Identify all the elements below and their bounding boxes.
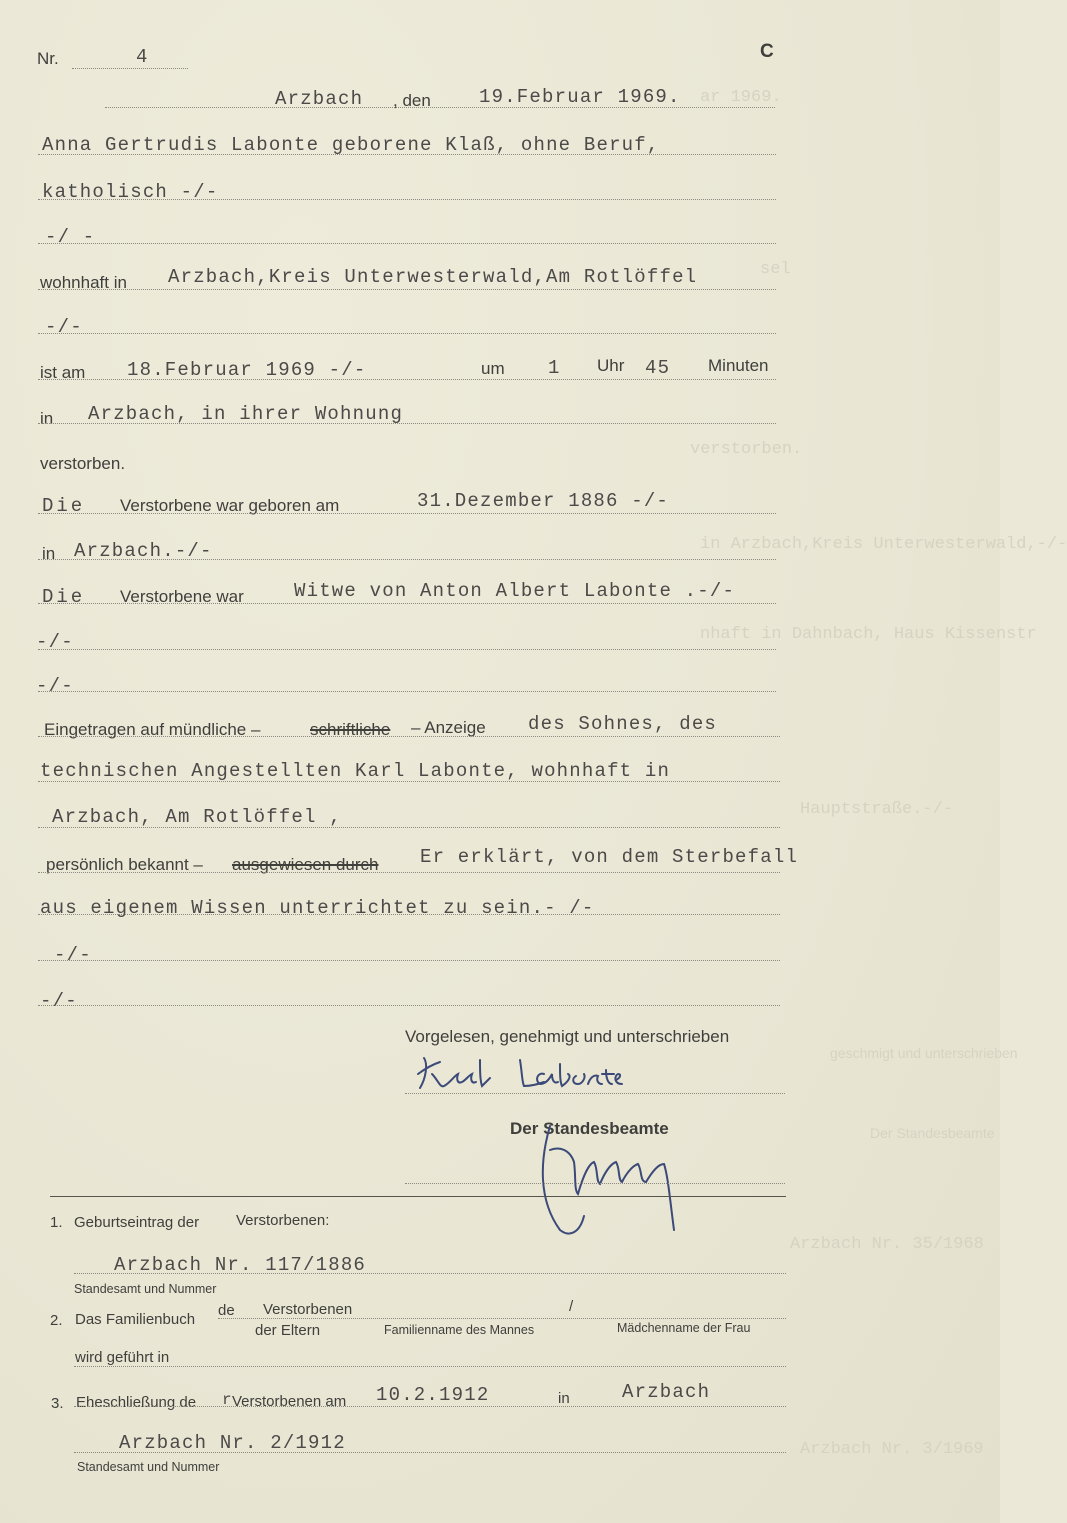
- dotted-line: [74, 1366, 786, 1367]
- place-of-registration: Arzbach: [275, 88, 364, 110]
- bekannt-label: persönlich bekannt –: [46, 855, 203, 874]
- item-3-label: Eheschließung de: [76, 1394, 197, 1411]
- filler-mark: -/-: [40, 990, 78, 1012]
- dotted-line: [38, 513, 776, 514]
- dotted-line: [38, 914, 780, 915]
- vorgelesen-label: Vorgelesen, genehmigt und unterschrieben: [405, 1027, 730, 1046]
- bleed-through-text: Hauptstraße.-/-: [800, 800, 954, 819]
- item-2-option-verstorbenen: Verstorbenen: [263, 1301, 353, 1318]
- item-3-typed-r: r: [222, 1391, 233, 1409]
- dotted-line: [38, 333, 776, 334]
- filler-mark: -/-: [36, 675, 74, 697]
- residence: Arzbach,Kreis Unterwesterwald,Am Rotlöffel: [168, 266, 698, 288]
- dotted-line: [405, 1093, 785, 1094]
- dotted-line: [38, 736, 780, 737]
- item-2-option-eltern: der Eltern: [255, 1322, 321, 1339]
- item-1-suffix: Verstorbenen:: [236, 1212, 330, 1229]
- dotted-line: [38, 603, 776, 604]
- filler-mark: -/ -: [45, 226, 96, 248]
- birth-place: Arzbach.-/-: [74, 540, 213, 562]
- anzeige-label: – Anzeige: [411, 718, 486, 737]
- ist-am-label: ist am: [40, 363, 86, 382]
- item-3-number: 3.: [51, 1395, 64, 1412]
- in-label: in: [42, 544, 56, 563]
- filler-mark: -/-: [45, 316, 83, 338]
- dotted-line: [38, 781, 780, 782]
- um-label: um: [481, 359, 505, 378]
- dotted-line: [72, 68, 188, 69]
- item-3-in-label: in: [558, 1390, 570, 1407]
- standesbeamte-label: Der Standesbeamte: [510, 1119, 669, 1138]
- bleed-through-text: Arzbach Nr. 3/1969: [800, 1440, 984, 1459]
- corner-letter: C: [760, 41, 774, 62]
- dotted-line: [38, 199, 776, 200]
- dotted-line: [38, 827, 780, 828]
- informant-line-2: technischen Angestellten Karl Labonte, wohnhaft in: [40, 760, 671, 782]
- die-typed: Die: [42, 495, 86, 517]
- marriage-date: 10.2.1912: [376, 1384, 490, 1406]
- marriage-register-entry: Arzbach Nr. 2/1912: [119, 1432, 346, 1454]
- marital-status: Witwe von Anton Albert Labonte .-/-: [294, 580, 736, 602]
- nr-label: Nr.: [37, 49, 59, 68]
- bleed-through-text: Arzbach Nr. 35/1968: [790, 1235, 984, 1254]
- bleed-through-text: geschmigt und unterschrieben: [830, 1045, 1018, 1061]
- dotted-line: [38, 154, 776, 155]
- dotted-line: [74, 1273, 786, 1274]
- standesamt-label: Standesamt und Nummer: [74, 1282, 217, 1296]
- bleed-through-text: nhaft in Dahnbach, Haus Kissenstr: [700, 625, 1037, 644]
- informant-line-3: Arzbach, Am Rotlöffel ,: [52, 806, 342, 828]
- maedchenname-label: Mädchenname der Frau: [617, 1321, 751, 1335]
- dotted-line: [38, 1005, 780, 1006]
- verstorben-label: verstorben.: [40, 454, 126, 473]
- death-minutes: 45: [645, 357, 671, 379]
- bleed-through-text: sel: [760, 260, 791, 279]
- dotted-line: [38, 379, 776, 380]
- registration-date: 19.Februar 1969.: [479, 86, 681, 108]
- informant-line-5: aus eigenem Wissen unterrichtet zu sein.- /-: [40, 897, 595, 919]
- separator-line: [50, 1196, 786, 1197]
- dotted-line: [218, 1318, 786, 1319]
- die-typed: Die: [42, 586, 86, 608]
- dotted-line: [405, 1183, 785, 1184]
- uhr-label: Uhr: [597, 356, 625, 375]
- dotted-line: [74, 1452, 786, 1453]
- dotted-line: [38, 243, 776, 244]
- bleed-through-text: in Arzbach,Kreis Unterwesterwald,-/-: [700, 535, 1067, 554]
- dotted-line: [105, 107, 775, 108]
- bleed-through-text: Der Standesbeamte: [870, 1125, 995, 1141]
- dotted-line: [38, 649, 776, 650]
- entry-number: 4: [136, 46, 149, 68]
- dotted-line: [38, 423, 776, 424]
- war-label: Verstorbene war: [120, 587, 244, 606]
- bleed-through-text: ar 1969.: [700, 88, 782, 107]
- birth-date: 31.Dezember 1886 -/-: [417, 490, 670, 512]
- marriage-place: Arzbach: [622, 1381, 711, 1403]
- dotted-line: [38, 559, 776, 560]
- familienname-label: Familienname des Mannes: [384, 1323, 535, 1337]
- item-1-number: 1.: [50, 1214, 63, 1231]
- geboren-label: Verstorbene war geboren am: [120, 496, 340, 515]
- death-hour: 1: [548, 357, 561, 379]
- death-place: Arzbach, in ihrer Wohnung: [88, 403, 404, 425]
- dotted-line: [38, 872, 780, 873]
- item-1-label: Geburtseintrag der: [74, 1214, 200, 1231]
- filler-mark: -/-: [36, 631, 74, 653]
- residence-label: wohnhaft in: [40, 273, 127, 292]
- eingetragen-label: Eingetragen auf mündliche –: [44, 720, 261, 739]
- religion: katholisch -/-: [42, 181, 219, 203]
- item-2-label: Das Familienbuch: [75, 1311, 196, 1328]
- registrar-signature: [530, 1120, 690, 1250]
- standesamt-label: Standesamt und Nummer: [77, 1460, 220, 1474]
- filler-mark: -/-: [54, 944, 92, 966]
- dotted-line: [74, 1406, 786, 1407]
- wird-gefuehrt-label: wird geführt in: [75, 1349, 170, 1366]
- dotted-line: [38, 960, 780, 961]
- in-label: in: [40, 409, 54, 428]
- item-2-number: 2.: [50, 1312, 63, 1329]
- death-date: 18.Februar 1969 -/-: [127, 359, 367, 381]
- struck-ausgewiesen: ausgewiesen durch: [232, 855, 379, 874]
- item-3-label-2: Verstorbenen am: [232, 1393, 347, 1410]
- den-label: , den: [393, 91, 431, 110]
- informant-line-4: Er erklärt, von dem Sterbefall: [420, 846, 799, 868]
- minuten-label: Minuten: [708, 356, 769, 375]
- dotted-line: [38, 691, 776, 692]
- dotted-line: [38, 289, 776, 290]
- birth-register-entry: Arzbach Nr. 117/1886: [114, 1254, 367, 1276]
- informant-line-1: des Sohnes, des: [528, 713, 718, 735]
- item-2-de: de: [218, 1302, 235, 1319]
- struck-schriftliche: schriftliche: [310, 720, 391, 739]
- item-2-slash: /: [569, 1298, 574, 1315]
- deceased-name: Anna Gertrudis Labonte geborene Klaß, ohne Beruf,: [42, 134, 660, 156]
- bleed-through-text: verstorben.: [690, 440, 803, 459]
